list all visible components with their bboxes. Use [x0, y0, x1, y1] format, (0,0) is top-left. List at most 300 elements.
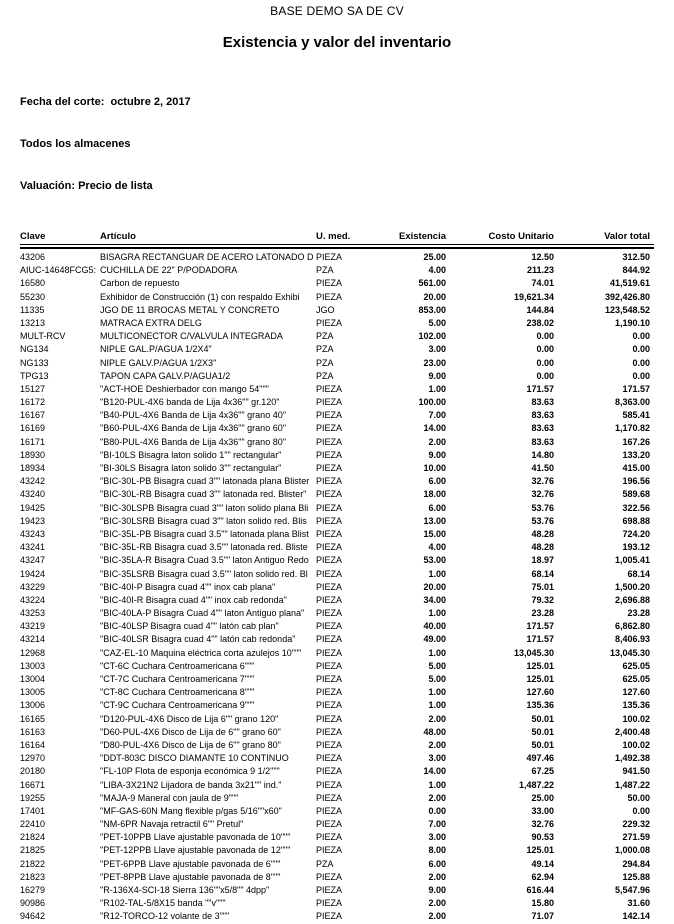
- table-row: [20, 871, 654, 884]
- cell-costo-unitario: 32.76: [531, 819, 554, 830]
- cell-costo-unitario: 50.01: [531, 726, 554, 737]
- cell-articulo: "BI-30LS Bisagra laton solido 3"" rectangular": [100, 463, 282, 473]
- column-header-existencia: Existencia: [399, 231, 446, 242]
- cell-clave: 16167: [20, 410, 46, 421]
- cell-articulo: "BIC-30LSPB Bisagra cuad 3"" laton solido plana Bli: [100, 502, 309, 513]
- cell-existencia: 9.00: [428, 885, 446, 895]
- cell-existencia: 25.00: [423, 252, 446, 262]
- cell-u-med: PIEZA: [316, 647, 343, 658]
- table-row: [20, 831, 654, 844]
- cell-costo-unitario: 83.63: [531, 397, 554, 408]
- cell-u-med: PIEZA: [316, 291, 343, 302]
- cell-u-med: PIEZA: [316, 397, 343, 408]
- cell-clave: 43253: [20, 608, 46, 619]
- table-row: [20, 779, 654, 792]
- cell-valor-total: 2,696.88: [614, 594, 650, 605]
- table-row: [20, 528, 654, 541]
- cell-u-med: PIEZA: [316, 502, 343, 513]
- cell-u-med: PIEZA: [316, 436, 343, 447]
- cell-articulo: "NM-6PR Navaja retractil 6"" Pretul": [100, 819, 244, 830]
- cell-articulo: "MF-GAS-60N Mang flexible p/gas 5/16""x60": [100, 805, 282, 816]
- cell-articulo: "BIC-40I-P Bisagra cuad 4"" inox cab plana": [100, 581, 276, 592]
- cell-articulo: "LIBA-3X21N2 Lijadora de banda 3x21"" ind.": [100, 779, 282, 790]
- cell-costo-unitario: 1,487.22: [518, 779, 554, 790]
- cell-clave: 11335: [20, 304, 45, 315]
- cell-clave: 19425: [20, 502, 46, 513]
- cell-u-med: PIEZA: [316, 687, 343, 698]
- table-row: [20, 436, 654, 449]
- cell-u-med: PZA: [316, 370, 334, 381]
- cell-articulo: "BIC-40LSR Bisagra cuad 4"" latón cab redonda": [100, 634, 296, 645]
- cell-u-med: PIEZA: [316, 674, 343, 684]
- cell-u-med: PIEZA: [316, 383, 343, 394]
- cell-costo-unitario: 171.57: [526, 634, 554, 645]
- cell-clave: 43229: [20, 581, 46, 592]
- cell-clave: 43214: [20, 634, 46, 645]
- cell-articulo: "D80-PUL-4X6 Disco de Lija de 6"" grano 80": [100, 739, 281, 750]
- cell-costo-unitario: 0.00: [536, 370, 554, 381]
- table-row: [20, 462, 654, 475]
- cell-clave: 13003: [20, 660, 46, 671]
- cell-costo-unitario: 62.94: [531, 871, 554, 882]
- cell-existencia: 20.00: [423, 581, 446, 592]
- meta-valuacion: Valuación: Precio de lista: [20, 180, 153, 192]
- cell-clave: 13213: [20, 317, 46, 328]
- cell-valor-total: 294.84: [622, 858, 650, 869]
- cell-costo-unitario: 74.01: [531, 278, 554, 289]
- table-row: [20, 291, 654, 304]
- cell-u-med: PIEZA: [316, 779, 343, 790]
- cell-articulo: TAPON CAPA GALV.P/AGUA1/2: [100, 370, 231, 381]
- cell-u-med: PIEZA: [316, 278, 343, 289]
- cell-costo-unitario: 616.44: [526, 885, 554, 895]
- cell-articulo: "PET-6PPB Llave ajustable pavonada de 6""": [100, 858, 281, 869]
- cell-costo-unitario: 83.63: [531, 436, 554, 447]
- cell-u-med: PIEZA: [316, 515, 343, 526]
- cell-articulo: "MAJA-9 Maneral con jaula de 9""": [100, 792, 239, 803]
- cell-costo-unitario: 171.57: [526, 621, 554, 632]
- header-double-rule: [20, 247, 654, 249]
- table-row: [20, 699, 654, 712]
- cell-u-med: PIEZA: [316, 739, 343, 750]
- cell-articulo: "R12-TORCO-12 volante de 3""": [100, 911, 230, 922]
- cell-u-med: PIEZA: [316, 726, 343, 737]
- cell-existencia: 6.00: [428, 502, 446, 513]
- cell-clave: 94642: [20, 911, 46, 922]
- cell-existencia: 14.00: [423, 423, 446, 434]
- table-row: [20, 422, 654, 435]
- cell-existencia: 9.00: [428, 370, 446, 381]
- column-header-clave: Clave: [20, 231, 46, 242]
- table-row: [20, 897, 654, 910]
- table-row: [20, 792, 654, 805]
- cell-u-med: PZA: [316, 265, 334, 276]
- cell-costo-unitario: 53.76: [531, 502, 554, 513]
- cell-articulo: "BIC-35L-PB Bisagra cuad 3.5"" latonada plana Blist: [100, 528, 309, 539]
- cell-u-med: PIEZA: [316, 660, 343, 671]
- cell-articulo: "BIC-40I-R Bisagra cuad 4"" inox cab redonda": [100, 594, 287, 605]
- cell-costo-unitario: 48.28: [531, 542, 554, 553]
- cell-u-med: PIEZA: [316, 792, 343, 803]
- cell-clave: 43241: [20, 542, 46, 553]
- cell-valor-total: 1,500.20: [614, 581, 650, 592]
- table-row: [20, 330, 654, 343]
- cell-articulo: MATRACA EXTRA DELG: [100, 317, 202, 328]
- cell-existencia: 853.00: [418, 304, 446, 315]
- cell-costo-unitario: 0.00: [536, 357, 554, 368]
- cell-u-med: PIEZA: [316, 700, 343, 711]
- cell-u-med: PIEZA: [316, 713, 343, 724]
- cell-clave: 19255: [20, 792, 46, 803]
- cell-clave: 12970: [20, 753, 46, 764]
- cell-articulo: NIPLE GALV.P/AGUA 1/2X3": [100, 357, 217, 368]
- cell-clave: 21824: [20, 832, 46, 843]
- cell-valor-total: 0.00: [632, 357, 650, 368]
- cell-clave: 16163: [20, 726, 46, 737]
- cell-u-med: PIEZA: [316, 753, 343, 764]
- cell-clave: 19423: [20, 515, 46, 526]
- cell-clave: 43206: [20, 252, 46, 262]
- table-header-row: [20, 231, 654, 245]
- cell-u-med: PIEZA: [316, 463, 343, 473]
- cell-costo-unitario: 0.00: [536, 331, 554, 342]
- cell-costo-unitario: 171.57: [526, 383, 554, 394]
- cell-costo-unitario: 125.01: [526, 674, 554, 684]
- inventory-table: [20, 231, 654, 924]
- table-row: [20, 633, 654, 646]
- report-title: Existencia y valor del inventario: [222, 34, 452, 51]
- cell-valor-total: 0.00: [632, 370, 650, 381]
- cell-articulo: "BIC-30L-RB Bisagra cuad 3"" latonada red. Blister": [100, 489, 307, 500]
- cell-u-med: PIEZA: [316, 317, 343, 328]
- cell-valor-total: 127.60: [622, 687, 650, 698]
- cell-valor-total: 1,170.82: [614, 423, 650, 434]
- table-row: [20, 594, 654, 607]
- cell-articulo: CUCHILLA DE 22" P/PODADORA: [100, 265, 238, 276]
- cell-u-med: PIEZA: [316, 608, 343, 619]
- table-row: [20, 541, 654, 554]
- cell-clave: 21825: [20, 845, 46, 856]
- cell-valor-total: 6,862.80: [614, 621, 650, 632]
- cell-existencia: 3.00: [428, 344, 446, 355]
- cell-articulo: "BI-10LS Bisagra laton solido 1"" rectangular": [100, 449, 282, 460]
- table-row: [20, 304, 654, 317]
- cell-u-med: PIEZA: [316, 528, 343, 539]
- table-row: [20, 581, 654, 594]
- cell-valor-total: 1,190.10: [614, 317, 650, 328]
- cell-costo-unitario: 127.60: [526, 687, 554, 698]
- cell-existencia: 4.00: [428, 542, 446, 553]
- cell-u-med: PIEZA: [316, 476, 343, 487]
- cell-clave: 18934: [20, 463, 46, 473]
- cell-existencia: 561.00: [418, 278, 446, 289]
- cell-clave: 21823: [20, 871, 46, 882]
- cell-existencia: 7.00: [428, 819, 446, 830]
- table-row: [20, 673, 654, 686]
- cell-costo-unitario: 50.01: [531, 739, 554, 750]
- cell-valor-total: 0.00: [632, 805, 650, 816]
- cell-clave: 18930: [20, 449, 46, 460]
- cell-articulo: "PET-10PPB Llave ajustable pavonada de 10""": [100, 832, 291, 843]
- cell-articulo: "BIC-30L-PB Bisagra cuad 3"" latonada plana Blister: [100, 476, 310, 487]
- cell-existencia: 5.00: [428, 660, 446, 671]
- cell-clave: 13006: [20, 700, 46, 711]
- cell-valor-total: 625.05: [622, 660, 650, 671]
- cell-existencia: 13.00: [423, 515, 446, 526]
- cell-costo-unitario: 13,045.30: [513, 647, 554, 658]
- cell-valor-total: 142.14: [622, 911, 650, 922]
- cell-costo-unitario: 32.76: [531, 489, 554, 500]
- cell-existencia: 6.00: [428, 858, 446, 869]
- cell-articulo: Carbon de repuesto: [100, 278, 180, 289]
- cell-articulo: "CT-8C Cuchara Centroamericana 8""": [100, 687, 255, 698]
- table-row: [20, 713, 654, 726]
- cell-articulo: "B60-PUL-4X6 Banda de Lija 4x36"" grano 60": [100, 423, 286, 434]
- cell-u-med: PZA: [316, 357, 334, 368]
- cell-existencia: 2.00: [428, 792, 446, 803]
- cell-clave: 19424: [20, 568, 46, 579]
- cell-clave: NG134: [20, 344, 49, 355]
- table-row: [20, 647, 654, 660]
- table-row: [20, 277, 654, 290]
- cell-u-med: PIEZA: [316, 805, 343, 816]
- column-header-costo-unitario: Costo Unitario: [488, 231, 554, 242]
- cell-costo-unitario: 15.80: [531, 898, 554, 909]
- table-row: [20, 396, 654, 409]
- cell-articulo: "CAZ-EL-10 Maquina eléctrica corta azulejos 10""": [100, 647, 302, 658]
- report-meta: [20, 67, 674, 221]
- cell-valor-total: 415.00: [622, 463, 650, 473]
- cell-valor-total: 125.88: [622, 871, 650, 882]
- cell-existencia: 2.00: [428, 871, 446, 882]
- cell-valor-total: 0.00: [632, 344, 650, 355]
- cell-clave: 55230: [20, 291, 46, 302]
- cell-valor-total: 41,519.61: [609, 278, 650, 289]
- cell-valor-total: 68.14: [627, 568, 650, 579]
- cell-u-med: PZA: [316, 344, 334, 355]
- cell-valor-total: 100.02: [622, 713, 650, 724]
- cell-costo-unitario: 90.53: [531, 832, 554, 843]
- cell-u-med: PIEZA: [316, 832, 343, 843]
- table-row: [20, 515, 654, 528]
- cell-costo-unitario: 25.00: [531, 792, 554, 803]
- cell-existencia: 53.00: [423, 555, 446, 566]
- cell-existencia: 18.00: [423, 489, 446, 500]
- cell-valor-total: 2,400.48: [614, 726, 650, 737]
- cell-costo-unitario: 41.50: [531, 463, 554, 473]
- cell-articulo: JGO DE 11 BROCAS METAL Y CONCRETO: [100, 304, 280, 315]
- cell-clave: 43242: [20, 476, 46, 487]
- cell-clave: 20180: [20, 766, 46, 777]
- cell-u-med: PIEZA: [316, 898, 343, 909]
- cell-clave: 90986: [20, 898, 46, 909]
- cell-existencia: 2.00: [428, 911, 446, 922]
- cell-u-med: PIEZA: [316, 766, 343, 777]
- cell-articulo: "D120-PUL-4X6 Disco de Lija 6"" grano 120": [100, 713, 279, 724]
- cell-articulo: "BIC-40LSP Bisagra cuad 4"" latón cab plan": [100, 621, 279, 632]
- cell-u-med: PIEZA: [316, 581, 343, 592]
- column-header-articulo: Artículo: [100, 231, 136, 242]
- cell-valor-total: 31.60: [627, 898, 650, 909]
- table-row: [20, 409, 654, 422]
- cell-clave: 15127: [20, 383, 46, 394]
- cell-clave: 43243: [20, 528, 46, 539]
- cell-existencia: 34.00: [423, 594, 446, 605]
- column-header-valor-total: Valor total: [604, 231, 650, 242]
- cell-articulo: "BIC-40LA-P Bisagra Cuad 4"" laton Antiguo plana": [100, 608, 305, 619]
- cell-u-med: PIEZA: [316, 489, 343, 500]
- table-row: [20, 449, 654, 462]
- cell-articulo: MULTICONECTOR C/VALVULA INTEGRADA: [100, 331, 283, 342]
- cell-articulo: "D60-PUL-4X6 Disco de Lija de 6"" grano 60": [100, 726, 281, 737]
- table-row: [20, 554, 654, 567]
- cell-costo-unitario: 71.07: [531, 911, 554, 922]
- table-row: [20, 343, 654, 356]
- company-name: BASE DEMO SA DE CV: [270, 4, 404, 18]
- cell-valor-total: 123,548.52: [604, 304, 650, 315]
- cell-u-med: PIEZA: [316, 634, 343, 645]
- cell-valor-total: 0.00: [632, 331, 650, 342]
- cell-valor-total: 193.12: [622, 542, 650, 553]
- cell-u-med: PIEZA: [316, 252, 343, 262]
- cell-costo-unitario: 49.14: [531, 858, 554, 869]
- cell-costo-unitario: 14.80: [531, 449, 554, 460]
- cell-clave: 16172: [20, 397, 46, 408]
- cell-clave: 43224: [20, 594, 46, 605]
- table-row: [20, 818, 654, 831]
- cell-clave: 16671: [20, 779, 46, 790]
- cell-costo-unitario: 144.84: [526, 304, 554, 315]
- cell-costo-unitario: 12.50: [531, 252, 554, 262]
- cell-valor-total: 312.50: [622, 252, 650, 262]
- table-row: [20, 765, 654, 778]
- meta-fecha-corte: Fecha del corte: octubre 2, 2017: [20, 96, 191, 108]
- cell-clave: 16164: [20, 739, 46, 750]
- cell-u-med: PZA: [316, 331, 334, 342]
- cell-clave: 16279: [20, 885, 46, 895]
- cell-existencia: 8.00: [428, 845, 446, 856]
- cell-articulo: "FL-10P Flota de esponja económica 9 1/2""": [100, 766, 280, 777]
- cell-articulo: "B120-PUL-4X6 banda de Lija 4x36"" gr.120": [100, 397, 280, 408]
- table-row: [20, 383, 654, 396]
- cell-valor-total: 167.26: [622, 436, 650, 447]
- cell-articulo: "CT-6C Cuchara Centroamericana 6""": [100, 660, 255, 671]
- cell-costo-unitario: 238.02: [526, 317, 554, 328]
- cell-existencia: 5.00: [428, 674, 446, 684]
- cell-costo-unitario: 211.23: [526, 265, 554, 276]
- cell-clave: 16169: [20, 423, 46, 434]
- cell-clave: 13004: [20, 674, 46, 684]
- cell-clave: MULT-RCV: [20, 331, 66, 342]
- cell-valor-total: 724.20: [622, 528, 650, 539]
- column-header-u-med: U. med.: [316, 231, 351, 242]
- cell-existencia: 0.00: [428, 805, 446, 816]
- cell-costo-unitario: 497.46: [526, 753, 554, 764]
- cell-existencia: 10.00: [423, 463, 446, 473]
- table-row: [20, 251, 654, 264]
- table-row: [20, 502, 654, 515]
- cell-costo-unitario: 83.63: [531, 410, 554, 421]
- table-body: [20, 251, 654, 924]
- cell-existencia: 15.00: [423, 528, 446, 539]
- cell-valor-total: 589.68: [622, 489, 650, 500]
- cell-clave: 43219: [20, 621, 46, 632]
- cell-existencia: 20.00: [423, 291, 446, 302]
- table-row: [20, 739, 654, 752]
- cell-costo-unitario: 68.14: [531, 568, 554, 579]
- cell-costo-unitario: 79.32: [531, 594, 554, 605]
- cell-articulo: "BIC-35LSRB Bisagra cuad 3.5"" laton solido red. Bl: [100, 568, 308, 579]
- cell-clave: 43247: [20, 555, 46, 566]
- table-row: [20, 726, 654, 739]
- table-row: [20, 475, 654, 488]
- table-row: [20, 620, 654, 633]
- cell-articulo: NIPLE GAL.P/AGUA 1/2X4": [100, 344, 212, 355]
- cell-articulo: BISAGRA RECTANGUAR DE ACERO LATONADO D: [100, 252, 314, 262]
- table-row: [20, 884, 654, 897]
- cell-u-med: PIEZA: [316, 845, 343, 856]
- cell-valor-total: 1,005.41: [614, 555, 650, 566]
- cell-valor-total: 229.32: [622, 819, 650, 830]
- cell-clave: 16171: [20, 436, 46, 447]
- cell-u-med: PIEZA: [316, 555, 343, 566]
- cell-existencia: 23.00: [423, 357, 446, 368]
- table-row: [20, 488, 654, 501]
- cell-existencia: 49.00: [423, 634, 446, 645]
- cell-articulo: Exhibidor de Construcción (1) con respaldo Exhibi: [100, 291, 300, 302]
- cell-existencia: 3.00: [428, 832, 446, 843]
- cell-valor-total: 1,000.08: [614, 845, 650, 856]
- table-row: [20, 805, 654, 818]
- table-row: [20, 370, 654, 383]
- table-row: [20, 264, 654, 277]
- cell-existencia: 2.00: [428, 436, 446, 447]
- cell-existencia: 1.00: [428, 647, 446, 658]
- cell-u-med: PIEZA: [316, 819, 343, 830]
- cell-articulo: "PET-8PPB Llave ajustable pavonada de 8""": [100, 871, 281, 882]
- cell-existencia: 4.00: [428, 265, 446, 276]
- cell-articulo: "R102-TAL-5/8X15 banda ""v""": [100, 898, 226, 909]
- cell-existencia: 100.00: [418, 397, 446, 408]
- cell-articulo: "B40-PUL-4X6 Banda de Lija 4x36"" grano 40": [100, 410, 286, 421]
- table-row: [20, 686, 654, 699]
- cell-valor-total: 271.59: [622, 832, 650, 843]
- cell-existencia: 1.00: [428, 779, 446, 790]
- cell-articulo: "B80-PUL-4X6 Banda de Lija 4x36"" grano 80": [100, 436, 286, 447]
- cell-clave: 16580: [20, 278, 46, 289]
- table-row: [20, 752, 654, 765]
- cell-articulo: "CT-9C Cuchara Centroamericana 9""": [100, 700, 255, 711]
- cell-valor-total: 698.88: [622, 515, 650, 526]
- cell-existencia: 102.00: [418, 331, 446, 342]
- cell-articulo: "DDT-803C DISCO DIAMANTE 10 CONTINUO: [100, 753, 289, 764]
- cell-valor-total: 941.50: [622, 766, 650, 777]
- cell-costo-unitario: 19,621.34: [513, 291, 554, 302]
- cell-clave: 12968: [20, 647, 46, 658]
- cell-u-med: PIEZA: [316, 911, 343, 922]
- table-row: [20, 357, 654, 370]
- cell-costo-unitario: 125.01: [526, 845, 554, 856]
- cell-existencia: 5.00: [428, 317, 446, 328]
- cell-existencia: 2.00: [428, 713, 446, 724]
- cell-u-med: PZA: [316, 858, 334, 869]
- cell-existencia: 1.00: [428, 608, 446, 619]
- cell-clave: 43240: [20, 489, 46, 500]
- cell-clave: TPG13: [20, 370, 49, 381]
- cell-costo-unitario: 125.01: [526, 660, 554, 671]
- cell-costo-unitario: 67.25: [531, 766, 554, 777]
- cell-existencia: 48.00: [423, 726, 446, 737]
